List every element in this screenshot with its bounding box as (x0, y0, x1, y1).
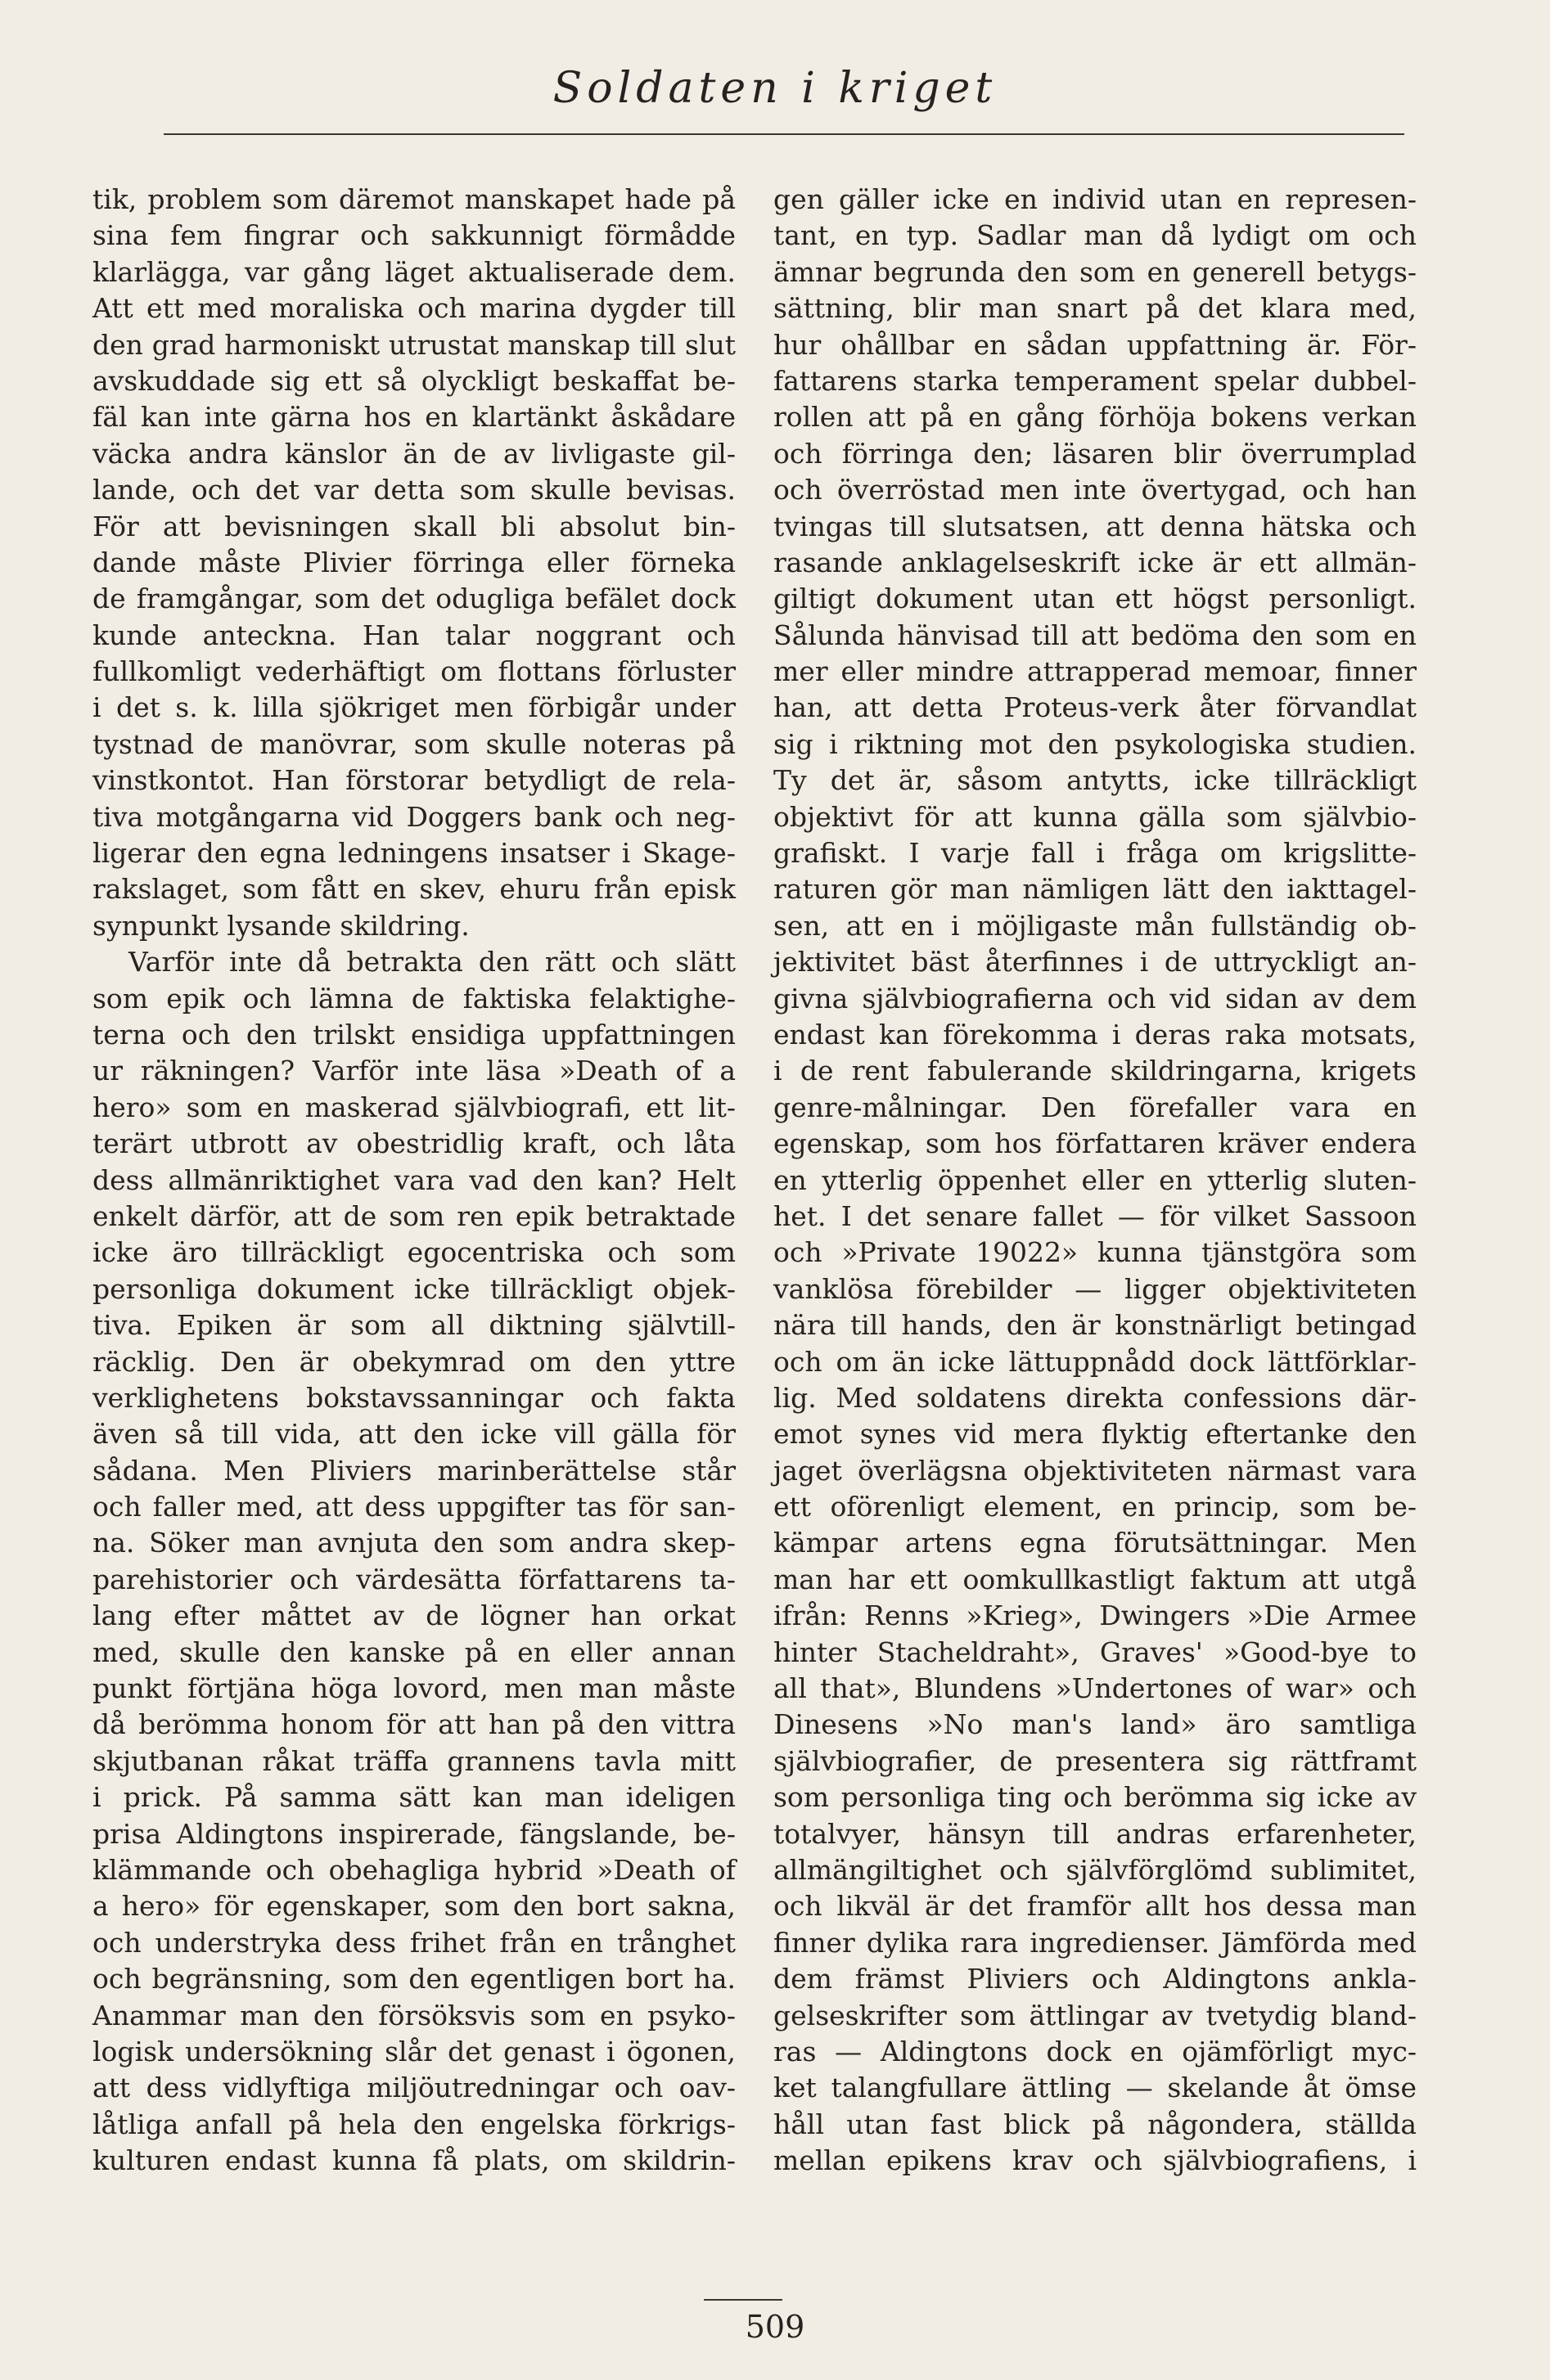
text-line: endast kan förekomma i deras raka motsats, (773, 1018, 1417, 1051)
text-line: personliga dokument icke tillräckligt objek- (92, 1272, 736, 1305)
text-line: Att ett med moraliska och marina dygder till (92, 292, 736, 325)
text-line: genre-målningar. Den förefaller vara en (773, 1091, 1417, 1123)
text-line: kulturen endast kunna få plats, om skildrin- (92, 2144, 736, 2177)
text-line: prisa Aldingtons inspirerade, fängslande, be- (92, 1817, 736, 1850)
text-line: hur ohållbar en sådan uppfattning är. För- (773, 328, 1417, 361)
text-line: verklighetens bokstavssanningar och fakta (92, 1381, 736, 1414)
text-line: dem främst Pliviers och Aldingtons ankla- (773, 1963, 1417, 1995)
text-line: som epik och lämna de faktiska felaktighe- (92, 982, 736, 1015)
text-line: ett oförenligt element, en princip, som be- (773, 1491, 1417, 1523)
text-line: lig. Med soldatens direkta confessions där- (773, 1381, 1417, 1414)
text-line: ras — Aldingtons dock en ojämförligt myc- (773, 2035, 1417, 2067)
text-line: dande måste Plivier förringa eller förneka (92, 546, 736, 578)
text-line: parehistorier och värdesätta författarens ta- (92, 1563, 736, 1595)
text-line: icke äro tillräckligt egocentriska och som (92, 1236, 736, 1269)
text-line: dess allmänriktighet vara vad den kan? Helt (92, 1163, 736, 1196)
text-line: mer eller mindre attrapperad memoar, finner (773, 655, 1417, 688)
text-line: tant, en typ. Sadlar man då lydigt om och (773, 219, 1417, 252)
text-line: grafiskt. I varje fall i fråga om krigslitte- (773, 837, 1417, 870)
text-line: lang efter måttet av de lögner han orkat (92, 1599, 736, 1632)
text-line: och begränsning, som den egentligen bort ha. (92, 1963, 736, 1995)
text-line: i de rent fabulerande skildringarna, krigets (773, 1055, 1417, 1087)
text-line: rasande anklagelseskrift icke är ett allmän- (773, 546, 1417, 578)
text-line: kunde anteckna. Han talar noggrant och (92, 619, 736, 651)
text-line: väcka andra känslor än de av livligaste gil- (92, 437, 736, 470)
text-line: rakslaget, som fått en skev, ehuru från episk (92, 873, 736, 906)
text-line: a hero» för egenskaper, som den bort sakna, (92, 1890, 736, 1923)
text-line: tystnad de manövrar, som skulle noteras på (92, 727, 736, 760)
text-line: ifrån: Renns »Krieg», Dwingers »Die Armee (773, 1599, 1417, 1632)
right-text-column (773, 182, 1417, 2179)
text-line: tvingas till slutsatsen, att denna hätska och (773, 510, 1417, 542)
text-line: egenskap, som hos författaren kräver endera (773, 1127, 1417, 1160)
text-line: sig i riktning mot den psykologiska studien. (773, 727, 1417, 760)
text-line: nära till hands, den är konstnärligt betingad (773, 1309, 1417, 1342)
text-line: i prick. På samma sätt kan man ideligen (92, 1781, 736, 1814)
text-line: all that», Blundens »Undertones of war» och (773, 1672, 1417, 1705)
text-line: ket talangfullare ättling — skelande åt ömse (773, 2072, 1417, 2104)
text-line: jektivitet bäst återfinnes i de uttryckligt an- (773, 946, 1417, 979)
text-line: emot synes vid mera flyktig eftertanke den (773, 1418, 1417, 1451)
text-line: även så till vida, att den icke vill gälla för (92, 1418, 736, 1451)
text-line: skjutbanan råkat träffa grannens tavla mitt (92, 1744, 736, 1777)
text-line: totalvyer, hänsyn till andras erfarenheter, (773, 1817, 1417, 1850)
text-line: en ytterlig öppenhet eller en ytterlig sluten- (773, 1163, 1417, 1196)
text-line: tiva motgångarna vid Doggers bank och neg- (92, 800, 736, 833)
text-line: med, skulle den kanske på en eller annan (92, 1635, 736, 1668)
text-line: och faller med, att dess uppgifter tas för san- (92, 1491, 736, 1523)
text-line: Sålunda hänvisad till att bedöma den som en (773, 619, 1417, 651)
text-line: fattarens starka temperament spelar dubbel- (773, 364, 1417, 397)
text-line: och förringa den; läsaren blir överrumplad (773, 437, 1417, 470)
text-line: klämmande och obehagliga hybrid »Death of (92, 1853, 736, 1886)
text-line: de framgångar, som det odugliga befälet dock (92, 583, 736, 615)
text-line: vinstkontot. Han förstorar betydligt de rela- (92, 764, 736, 797)
text-line: För att bevisningen skall bli absolut bin- (92, 510, 736, 542)
page-number: 509 (745, 2309, 805, 2345)
text-line: giltigt dokument utan ett högst personligt. (773, 583, 1417, 615)
text-line: lande, och det var detta som skulle bevisas. (92, 474, 736, 506)
text-line: den grad harmoniskt utrustat manskap till slut (92, 328, 736, 361)
text-line: självbiografier, de presentera sig rättframt (773, 1744, 1417, 1777)
text-line: Varför inte då betrakta den rätt och slätt (128, 946, 736, 979)
text-line: och om än icke lättuppnådd dock lättförklar- (773, 1345, 1417, 1378)
text-line: terna och den trilskt ensidiga uppfattningen (92, 1018, 736, 1051)
text-line: räcklig. Den är obekymrad om den yttre (92, 1345, 736, 1378)
text-line: rollen att på en gång förhöja bokens verkan (773, 401, 1417, 434)
text-line: som personliga ting och berömma sig icke av (773, 1781, 1417, 1814)
text-line: ligerar den egna ledningens insatser i Skage- (92, 837, 736, 870)
text-line: och överröstad men inte övertygad, och han (773, 474, 1417, 506)
running-title: Soldaten i kriget (552, 64, 998, 113)
text-line: man har ett oomkullkastligt faktum att utgå (773, 1563, 1417, 1595)
text-line: håll utan fast blick på någondera, ställda (773, 2108, 1417, 2140)
text-line: kämpar artens egna förutsättningar. Men (773, 1527, 1417, 1559)
text-line: sättning, blir man snart på det klara med, (773, 292, 1417, 325)
text-line: låtliga anfall på hela den engelska förkrigs- (92, 2108, 736, 2140)
text-line: Anammar man den försöksvis som en psyko- (92, 1999, 736, 2031)
text-line: sen, att en i möjligaste mån fullständig ob- (773, 909, 1417, 942)
text-line: då berömma honom för att han på den vittra (92, 1708, 736, 1741)
text-line: han, att detta Proteus-verk åter förvandlat (773, 691, 1417, 724)
text-line: gen gäller icke en individ utan en represen- (773, 183, 1417, 215)
text-line: ämnar begrunda den som en generell betygs- (773, 255, 1417, 288)
left-text-column (92, 182, 736, 2179)
text-line: ur räkningen? Varför inte läsa »Death of a (92, 1055, 736, 1087)
text-line: hinter Stacheldraht», Graves' »Good-bye to (773, 1635, 1417, 1668)
text-line: jaget överlägsna objektiviteten närmast vara (773, 1454, 1417, 1487)
text-line: synpunkt lysande skildring. (92, 909, 470, 942)
text-line: het. I det senare fallet — för vilket Sassoon (773, 1199, 1417, 1232)
text-line: terärt utbrott av obestridlig kraft, och låta (92, 1127, 736, 1160)
text-line: allmängiltighet och självförglömd sublimitet, (773, 1853, 1417, 1886)
text-line: tik, problem som däremot manskapet hade på (92, 183, 736, 215)
text-line: punkt förtjäna höga lovord, men man måste (92, 1672, 736, 1705)
text-line: och understryka dess frihet från en trånghet (92, 1926, 736, 1959)
text-line: sina fem fingrar och sakkunnigt förmådde (92, 219, 736, 252)
text-line: enkelt därför, att de som ren epik betraktade (92, 1199, 736, 1232)
text-line: sådana. Men Pliviers marinberättelse står (92, 1454, 736, 1487)
text-line: logisk undersökning slår det genast i ögonen, (92, 2035, 736, 2067)
text-line: finner dylika rara ingredienser. Jämförda med (773, 1926, 1417, 1959)
text-line: mellan epikens krav och självbiografiens, i (773, 2144, 1417, 2177)
text-line: i det s. k. lilla sjökriget men förbigår under (92, 691, 736, 724)
text-line: klarlägga, var gång läget aktualiserade dem. (92, 255, 736, 288)
text-line: avskuddade sig ett så olyckligt beskaffat be- (92, 364, 736, 397)
text-line: tiva. Epiken är som all diktning självtill- (92, 1309, 736, 1342)
header-rule (164, 133, 1404, 135)
text-line: objektivt för att kunna gälla som självbio- (773, 800, 1417, 833)
text-line: hero» som en maskerad självbiografi, ett lit- (92, 1091, 736, 1123)
text-line: vanklösa förebilder — ligger objektiviteten (773, 1272, 1417, 1305)
text-line: och likväl är det framför allt hos dessa man (773, 1890, 1417, 1923)
text-line: Ty det är, såsom antytts, icke tillräckligt (773, 764, 1417, 797)
text-line: givna självbiografierna och vid sidan av dem (773, 982, 1417, 1015)
text-line: fullkomligt vederhäftigt om flottans förluster (92, 655, 736, 688)
text-line: och »Private 19022» kunna tjänstgöra som (773, 1236, 1417, 1269)
page-number-rule (704, 2299, 782, 2301)
text-line: raturen gör man nämligen lätt den iakttagel- (773, 873, 1417, 906)
text-line: att dess vidlyftiga miljöutredningar och oav- (92, 2072, 736, 2104)
text-line: gelseskrifter som ättlingar av tvetydig bland- (773, 1999, 1417, 2031)
text-line: Dinesens »No man's land» äro samtliga (773, 1708, 1417, 1741)
text-line: fäl kan inte gärna hos en klartänkt åskådare (92, 401, 736, 434)
text-line: na. Söker man avnjuta den som andra skep- (92, 1527, 736, 1559)
